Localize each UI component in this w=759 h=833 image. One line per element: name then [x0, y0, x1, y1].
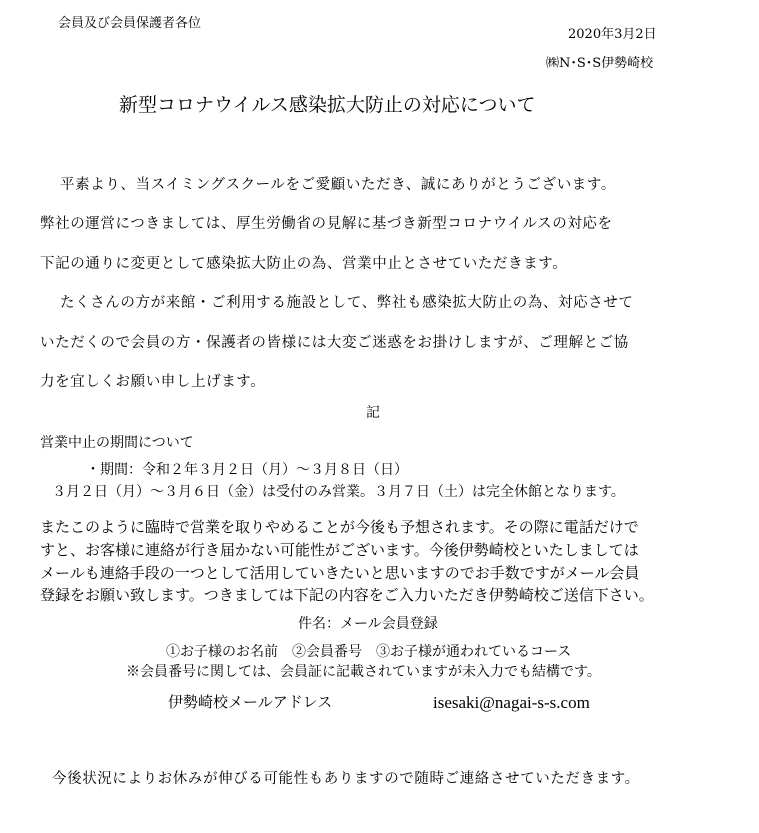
email-label: 伊勢崎校メールアドレス — [168, 693, 333, 711]
ki-heading: 記 — [366, 405, 380, 421]
notice-line-2: すと、お客様に連絡が行き届かない可能性がございます。今後伊勢崎校といたしましては — [40, 541, 639, 559]
notice-line-3: メールも連絡手段の一つとして活用していきたいと思いますのでお手数ですがメール会員 — [40, 564, 640, 582]
intro-line-4: たくさんの方が来館・ご利用する施設として、弊社も感染拡大防止の為、対応させて — [60, 295, 634, 311]
intro-line-2: 弊社の運営につきましては、厚生労働省の見解に基づき新型コロナウイルスの対応を — [40, 216, 613, 232]
footer-note: 今後状況によりお休みが伸びる可能性もありますので随時ご連絡させていただきます。 — [52, 771, 640, 787]
intro-line-5: いただくので会員の方・保護者の皆様には大変ご迷惑をお掛けしますが、ご理解とご協 — [40, 335, 629, 351]
intro-line-3: 下記の通りに変更として感染拡大防止の為、営業中止とさせていただきます。 — [40, 256, 568, 272]
document-title: 新型コロナウイルス感染拡大防止の対応について — [119, 94, 536, 116]
sender-name: ㈱N･S･S伊勢崎校 — [546, 56, 654, 71]
addressee: 会員及び会員保護者各位 — [58, 16, 202, 31]
member-number-note: ※会員番号に関しては、会員証に記載されていますが未入力でも結構です。 — [126, 664, 601, 680]
intro-line-1: 平素より、当スイミングスクールをご愛顧いただき、誠にありがとうございます。 — [60, 177, 616, 193]
closure-detail: ３月２日（月）～３月６日（金）は受付のみ営業。３月７日（土）は完全休館となります。 — [52, 484, 625, 500]
email-address: isesaki@nagai-s-s.com — [433, 693, 590, 712]
required-fields: ①お子様のお名前 ②会員番号 ③お子様が通われているコース — [166, 644, 572, 660]
closure-period: ・期間：令和２年３月２日（月）～３月８日（日） — [86, 462, 408, 478]
intro-line-6: 力を宜しくお願い申し上げます。 — [40, 374, 266, 390]
email-subject: 件名：メール会員登録 — [298, 616, 438, 632]
notice-line-1: またこのように臨時で営業を取りやめることが今後も予想されます。その際に電話だけで — [40, 518, 639, 536]
closure-heading: 営業中止の期間について — [40, 435, 194, 451]
notice-line-4: 登録をお願い致します。つきましては下記の内容をご入力いただき伊勢崎校ご送信下さい。 — [40, 586, 654, 604]
document-date: 2020年3月2日 — [568, 27, 657, 42]
